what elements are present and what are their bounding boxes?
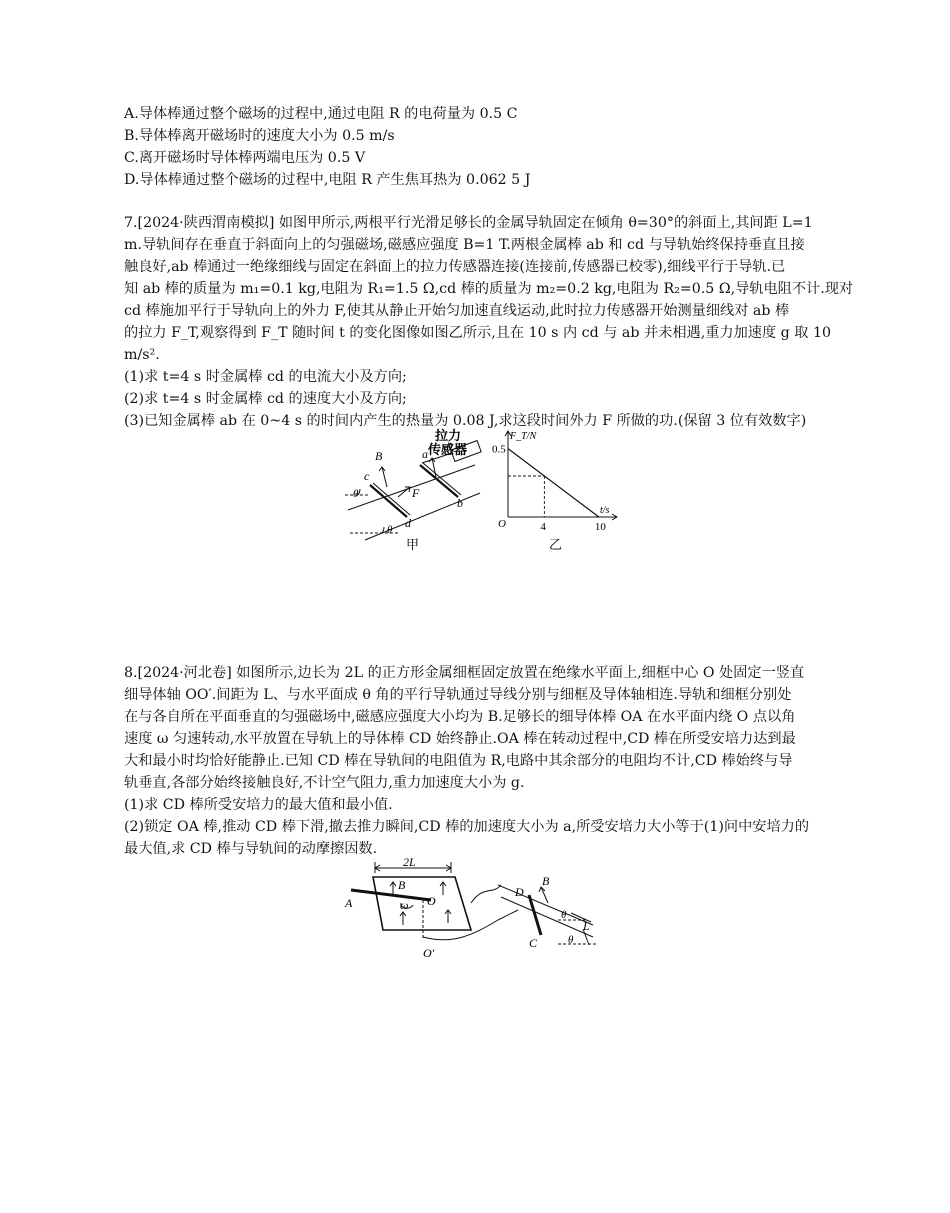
q8-line-4: 速度 ω 匀速转动,水平放置在导轨上的导体棒 CD 始终静止.OA 棒在转动过程中,CD 棒在所受安培力达到最: [124, 731, 796, 747]
rod-cd: [370, 485, 407, 517]
x-tick-label-1: 4: [540, 521, 546, 533]
sensor-label-1: 拉力: [435, 428, 462, 443]
label-theta-1: θ: [561, 909, 567, 921]
y-axis-label: F_T/N: [510, 431, 537, 442]
figure-q8: [343, 855, 608, 960]
label-theta-1: θ: [353, 488, 359, 500]
caption-yi: 乙: [549, 537, 563, 552]
origin-label: O: [498, 518, 506, 530]
q8-part-2: (2)锁定 OA 棒,推动 CD 棒下滑,撤去推力瞬间,CD 棒的加速度大小为 a,所受安培力大小等于(1)问中安培力的: [124, 819, 810, 835]
square-frame: [373, 877, 471, 930]
q8-line-1: 8.[2024·河北卷] 如图所示,边长为 2L 的正方形金属细框固定放置在绝缘水平面上,细框中心 O 处固定一竖直: [124, 665, 805, 681]
q8-line-6: 轨垂直,各部分始终接触良好,不计空气阻力,重力加速度大小为 g.: [124, 775, 525, 791]
q8-line-5: 大和最小时均恰好能静止.已知 CD 棒在导轨间的电阻值为 R,电路中其余部分的电阻均不计,CD 棒始终与导: [124, 753, 793, 769]
label-a: A: [345, 896, 353, 910]
label-b-frame: B: [398, 878, 406, 892]
q8-part-2-cont: 最大值,求 CD 棒与导轨间的动摩擦因数.: [124, 841, 378, 857]
label-theta-2: θ: [568, 934, 574, 946]
q7-line-6: 的拉力 F_T,观察得到 F_T 随时间 t 的变化图像如图乙所示,且在 10 s 内 cd 与 ab 并未相遇,重力加速度 g 取 10: [124, 325, 832, 341]
q7-part-1: (1)求 t=4 s 时金属棒 cd 的电流大小及方向;: [124, 369, 407, 385]
series-line: [508, 449, 599, 517]
x-tick-label-2: 10: [594, 521, 606, 533]
label-f: F: [412, 486, 420, 500]
figure-yi-chart: [492, 425, 622, 555]
label-o: O: [427, 894, 436, 908]
label-b: b: [457, 496, 463, 510]
option-a: A.导体棒通过整个磁场的过程中,通过电阻 R 的电荷量为 0.5 C: [124, 106, 518, 122]
label-omega: ω: [400, 898, 409, 912]
q8-line-3: 在与各自所在平面垂直的匀强磁场中,磁感应强度大小均为 B.足够长的细导体棒 OA 在水平面内绕 O 点以角: [124, 709, 796, 725]
wire-upper: [471, 885, 501, 903]
q8-part-1: (1)求 CD 棒所受安培力的最大值和最小值.: [124, 797, 393, 813]
rod-oa: [351, 890, 431, 900]
option-b: B.导体棒离开磁场时的速度大小为 0.5 m/s: [124, 128, 395, 144]
option-d: D.导体棒通过整个磁场的过程中,电阻 R 产生焦耳热为 0.062 5 J: [124, 172, 531, 188]
q7-line-4: 知 ab 棒的质量为 m₁=0.1 kg,电阻为 R₁=1.5 Ω,cd 棒的质量为 m₂=0.2 kg,电阻为 R₂=0.5 Ω,导轨电阻不计.现对: [124, 281, 854, 297]
caption-jia: 甲: [406, 537, 420, 552]
q7-line-7: m/s².: [124, 347, 160, 363]
rail-upper: [498, 885, 593, 925]
option-c: C.离开磁场时导体棒两端电压为 0.5 V: [124, 150, 366, 166]
q7-line-3: 触良好,ab 棒通过一绝缘细线与固定在斜面上的拉力传感器连接(连接前,传感器已校零),细线平行于导轨.已: [124, 259, 786, 275]
figure-jia: [340, 425, 490, 555]
q7-part-2: (2)求 t=4 s 时金属棒 cd 的速度大小及方向;: [124, 391, 407, 407]
label-theta-2: θ: [387, 524, 393, 536]
label-b-rail: B: [542, 874, 550, 888]
y-tick-label-1: 0.5: [492, 443, 506, 456]
q7-line-2: m.导轨间存在垂直于斜面向上的匀强磁场,磁感应强度 B=1 T.两根金属棒 ab 和 cd 与导轨始终保持垂直且接: [124, 237, 805, 253]
label-d: D: [515, 885, 524, 899]
label-l: L: [583, 919, 590, 933]
label-a: a: [422, 447, 428, 461]
label-d: d: [405, 516, 411, 530]
rod-ab: [420, 465, 458, 497]
label-c: C: [529, 936, 538, 950]
q7-line-1: 7.[2024·陕西渭南模拟] 如图甲所示,两根平行光滑足够长的金属导轨固定在倾角 θ=30°的斜面上,其间距 L=1: [124, 215, 813, 231]
q8-line-2: 细导体轴 OO′.间距为 L、与水平面成 θ 角的平行导轨通过导线分别与细框及导体轴相连.导轨和细框分别处: [124, 687, 792, 703]
label-o-prime: O′: [423, 946, 435, 960]
q7-line-5: cd 棒施加平行于导轨向上的外力 F,使其从静止开始匀加速直线运动,此时拉力传感器开始测量细线对 ab 棒: [124, 303, 790, 319]
q7-part-3: (3)已知金属棒 ab 在 0~4 s 的时间内产生的热量为 0.08 J,求这段时间外力 F 所做的功.(保留 3 位有效数字): [124, 413, 807, 429]
x-axis-label: t/s: [600, 505, 610, 516]
label-2l: 2L: [403, 855, 416, 869]
label-c: c: [364, 469, 370, 483]
label-b-field: B: [375, 449, 383, 463]
sensor-label-2: 传感器: [428, 442, 468, 457]
